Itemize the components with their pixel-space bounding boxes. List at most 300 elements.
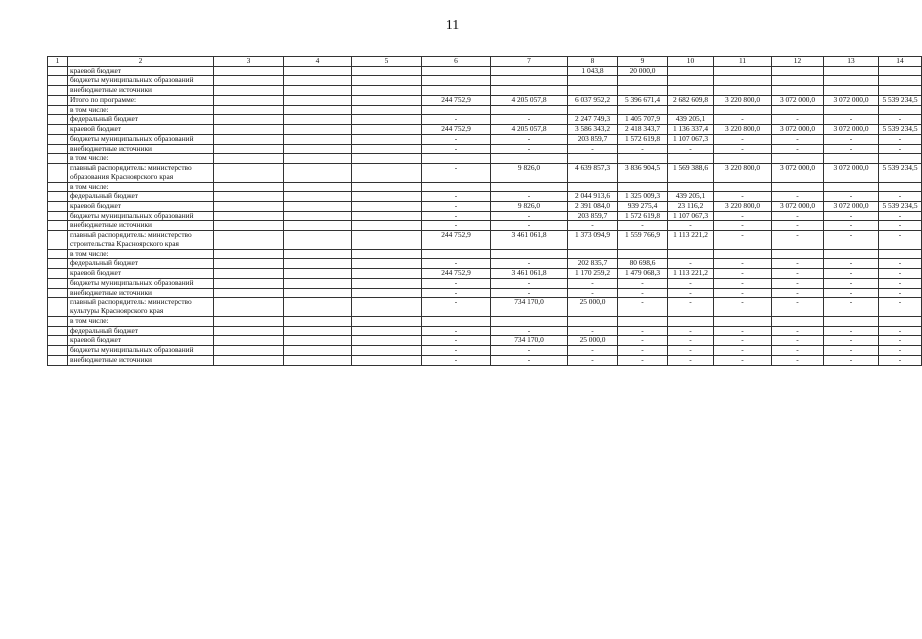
table-cell: 244 752,9 (422, 269, 491, 279)
table-cell: - (772, 115, 824, 125)
table-cell: - (568, 278, 618, 288)
table-cell: - (714, 231, 772, 249)
table-cell: - (668, 298, 714, 316)
table-cell: в том числе: (68, 249, 214, 259)
table-cell: 1 559 766,9 (618, 231, 668, 249)
table-cell (214, 259, 284, 269)
column-header: 13 (824, 57, 879, 67)
table-cell: внебюджетные источники (68, 144, 214, 154)
table-cell (48, 125, 68, 135)
table-row (48, 182, 922, 192)
table-cell (214, 231, 284, 249)
table-cell: - (568, 355, 618, 365)
table-cell: - (422, 336, 491, 346)
table-cell: - (714, 298, 772, 316)
table-cell: - (772, 355, 824, 365)
table-cell: - (491, 355, 568, 365)
table-cell: - (422, 164, 491, 182)
table-cell (214, 76, 284, 86)
table-cell: - (824, 259, 879, 269)
table-cell (284, 202, 352, 212)
table-cell: 3 220 800,0 (714, 202, 772, 212)
table-cell (352, 105, 422, 115)
table-cell: - (772, 134, 824, 144)
table-cell: 20 000,0 (618, 66, 668, 76)
table-cell (214, 144, 284, 154)
table-cell: внебюджетные источники (68, 221, 214, 231)
table-cell: 1 107 067,3 (668, 211, 714, 221)
table-cell (214, 134, 284, 144)
table-cell (824, 86, 879, 96)
table-cell (714, 316, 772, 326)
table-cell: - (824, 192, 879, 202)
table-cell (352, 202, 422, 212)
table-cell: 5 539 234,5 (879, 164, 922, 182)
table-cell (824, 76, 879, 86)
table-cell: 3 072 000,0 (824, 125, 879, 135)
table-cell: - (879, 278, 922, 288)
table-cell (618, 76, 668, 86)
table-cell (352, 66, 422, 76)
table-cell (422, 66, 491, 76)
table-cell: бюджеты муниципальных образований (68, 211, 214, 221)
table-cell (214, 154, 284, 164)
table-cell: - (714, 259, 772, 269)
table-cell: - (824, 355, 879, 365)
table-cell: 3 461 061,8 (491, 269, 568, 279)
table-cell (48, 269, 68, 279)
table-cell (422, 316, 491, 326)
table-cell (48, 316, 68, 326)
table-cell: федеральный бюджет (68, 192, 214, 202)
table-cell (284, 269, 352, 279)
table-cell (352, 336, 422, 346)
table-cell: - (772, 269, 824, 279)
table-cell: - (422, 192, 491, 202)
table-cell: - (824, 269, 879, 279)
table-cell: - (824, 298, 879, 316)
table-cell: внебюджетные источники (68, 288, 214, 298)
table-cell (284, 192, 352, 202)
column-header: 2 (68, 57, 214, 67)
table-cell: - (491, 326, 568, 336)
table-cell: 2 247 749,3 (568, 115, 618, 125)
table-cell: 9 826,0 (491, 164, 568, 182)
table-cell: 9 826,0 (491, 202, 568, 212)
table-cell: - (824, 221, 879, 231)
table-cell: бюджеты муниципальных образований (68, 76, 214, 86)
table-cell: - (824, 231, 879, 249)
table-cell: - (568, 144, 618, 154)
table-cell: - (879, 326, 922, 336)
table-cell (352, 154, 422, 164)
table-cell: - (491, 192, 568, 202)
table-cell (284, 355, 352, 365)
table-cell: - (422, 144, 491, 154)
table-cell: - (422, 211, 491, 221)
table-row (48, 211, 922, 221)
table-cell (284, 231, 352, 249)
table-cell: - (879, 221, 922, 231)
table-cell (352, 221, 422, 231)
table-cell: - (422, 346, 491, 356)
table-cell (491, 86, 568, 96)
table-cell (422, 86, 491, 96)
table-cell: - (772, 288, 824, 298)
table-cell: - (491, 144, 568, 154)
table-cell (824, 66, 879, 76)
table-cell (352, 95, 422, 105)
column-header: 1 (48, 57, 68, 67)
column-header: 4 (284, 57, 352, 67)
table-cell (284, 288, 352, 298)
table-cell (48, 326, 68, 336)
table-row (48, 86, 922, 96)
table-cell (352, 355, 422, 365)
table-cell (352, 115, 422, 125)
table-cell (284, 211, 352, 221)
table-cell (284, 154, 352, 164)
table-cell (568, 86, 618, 96)
table-cell: 23 116,2 (668, 202, 714, 212)
table-cell: 1 405 707,9 (618, 115, 668, 125)
table-cell (284, 144, 352, 154)
table-cell: - (568, 326, 618, 336)
table-cell: - (714, 221, 772, 231)
column-header: 14 (879, 57, 922, 67)
table-cell: - (618, 221, 668, 231)
table-cell: 439 205,1 (668, 192, 714, 202)
table-cell (879, 86, 922, 96)
table-cell: 25 000,0 (568, 298, 618, 316)
table-cell: - (879, 115, 922, 125)
table-cell: бюджеты муниципальных образований (68, 278, 214, 288)
table-cell: Итого по программе: (68, 95, 214, 105)
table-cell: - (618, 346, 668, 356)
column-header: 11 (714, 57, 772, 67)
table-cell: - (491, 288, 568, 298)
table-cell: - (772, 336, 824, 346)
table-cell: 5 539 234,5 (879, 202, 922, 212)
table-cell (352, 269, 422, 279)
table-cell (214, 66, 284, 76)
table-cell (352, 326, 422, 336)
table-cell: - (772, 144, 824, 154)
table-cell: краевой бюджет (68, 336, 214, 346)
header-row (48, 57, 922, 67)
table-cell: - (824, 326, 879, 336)
table-cell (284, 346, 352, 356)
table-cell (352, 278, 422, 288)
table-cell (352, 288, 422, 298)
table-cell (714, 66, 772, 76)
table-cell: краевой бюджет (68, 269, 214, 279)
table-cell: - (772, 211, 824, 221)
table-cell: 5 396 671,4 (618, 95, 668, 105)
table-cell: - (618, 355, 668, 365)
table-cell: главный распорядитель: министерство строительства Красноярского края (68, 231, 214, 249)
table-cell: 3 072 000,0 (772, 125, 824, 135)
table-cell (214, 211, 284, 221)
table-cell: 3 072 000,0 (824, 95, 879, 105)
table-cell: - (422, 298, 491, 316)
table-cell: - (668, 326, 714, 336)
table-cell: - (491, 134, 568, 144)
table-cell: - (618, 278, 668, 288)
table-cell (668, 76, 714, 86)
table-cell (568, 76, 618, 86)
table-cell: - (714, 288, 772, 298)
table-row (48, 355, 922, 365)
table-cell: - (491, 278, 568, 288)
table-cell (48, 192, 68, 202)
table-cell: 25 000,0 (568, 336, 618, 346)
table-cell: бюджеты муниципальных образований (68, 134, 214, 144)
table-cell: 1 043,8 (568, 66, 618, 76)
table-cell: - (491, 115, 568, 125)
table-cell: в том числе: (68, 154, 214, 164)
table-cell: - (879, 298, 922, 316)
table-cell: - (879, 346, 922, 356)
table-cell (422, 76, 491, 86)
table-cell (214, 164, 284, 182)
table-cell (352, 346, 422, 356)
table-row (48, 316, 922, 326)
table-cell: - (879, 192, 922, 202)
table-cell (352, 316, 422, 326)
table-cell: 3 220 800,0 (714, 125, 772, 135)
table-cell (48, 76, 68, 86)
table-cell: 1 325 009,3 (618, 192, 668, 202)
table-cell: 1 136 337,4 (668, 125, 714, 135)
table-cell (48, 355, 68, 365)
table-cell: - (714, 134, 772, 144)
table-cell (284, 105, 352, 115)
table-row (48, 346, 922, 356)
table-cell (48, 86, 68, 96)
table-cell: - (618, 336, 668, 346)
table-cell: 1 170 259,2 (568, 269, 618, 279)
table-cell (284, 164, 352, 182)
table-cell: краевой бюджет (68, 202, 214, 212)
table-row (48, 164, 922, 182)
table-cell: 1 113 221,2 (668, 269, 714, 279)
table-cell (491, 76, 568, 86)
table-cell: 734 170,0 (491, 298, 568, 316)
table-cell: 5 539 234,5 (879, 95, 922, 105)
table-row (48, 125, 922, 135)
table-cell: - (824, 134, 879, 144)
table-cell (352, 298, 422, 316)
table-row (48, 144, 922, 154)
table-cell: - (618, 298, 668, 316)
table-cell (284, 336, 352, 346)
table-cell (668, 66, 714, 76)
table-cell: 80 698,6 (618, 259, 668, 269)
table-cell: - (668, 288, 714, 298)
table-cell (284, 221, 352, 231)
table-cell: - (668, 259, 714, 269)
table-cell: - (422, 326, 491, 336)
table-cell (352, 86, 422, 96)
table-cell (284, 316, 352, 326)
table-cell: - (668, 278, 714, 288)
table-cell (352, 182, 422, 192)
table-cell: 3 586 343,2 (568, 125, 618, 135)
table-cell (214, 336, 284, 346)
table-cell: - (879, 355, 922, 365)
table-cell (491, 316, 568, 326)
table-cell (284, 298, 352, 316)
table-cell (214, 95, 284, 105)
table-cell: - (668, 336, 714, 346)
table-cell: 2 044 913,6 (568, 192, 618, 202)
table-cell: 939 275,4 (618, 202, 668, 212)
column-header: 5 (352, 57, 422, 67)
table-cell (48, 336, 68, 346)
table-cell: 4 205 057,8 (491, 125, 568, 135)
table-cell (352, 211, 422, 221)
table-cell (214, 269, 284, 279)
table-cell (491, 66, 568, 76)
table-cell (48, 144, 68, 154)
table-cell: - (422, 202, 491, 212)
table-cell: в том числе: (68, 182, 214, 192)
table-cell: - (824, 288, 879, 298)
table-cell (284, 134, 352, 144)
table-cell: - (568, 288, 618, 298)
table-cell (48, 202, 68, 212)
table-row (48, 105, 922, 115)
table-cell: - (772, 326, 824, 336)
table-cell (618, 86, 668, 96)
table-cell: - (879, 231, 922, 249)
table-cell: 3 461 061,8 (491, 231, 568, 249)
table-cell (214, 355, 284, 365)
table-cell: 3 072 000,0 (824, 164, 879, 182)
table-cell: 3 072 000,0 (772, 202, 824, 212)
table-cell: - (668, 346, 714, 356)
table-cell: - (879, 259, 922, 269)
table-cell (48, 298, 68, 316)
table-cell: - (714, 269, 772, 279)
table-cell: - (714, 192, 772, 202)
table-row (48, 231, 922, 249)
table-cell (352, 231, 422, 249)
table-cell: федеральный бюджет (68, 259, 214, 269)
table-cell (772, 86, 824, 96)
table-cell (214, 125, 284, 135)
table-cell (352, 125, 422, 135)
table-cell (48, 211, 68, 221)
table-cell: - (491, 221, 568, 231)
budget-table (47, 56, 922, 366)
table-cell: 5 539 234,5 (879, 125, 922, 135)
table-cell (284, 259, 352, 269)
table-cell (668, 86, 714, 96)
table-cell (352, 192, 422, 202)
table-cell: 203 859,7 (568, 211, 618, 221)
table-cell: - (772, 231, 824, 249)
table-cell: - (824, 346, 879, 356)
table-cell (284, 86, 352, 96)
table-cell (48, 115, 68, 125)
table-row (48, 278, 922, 288)
table-cell (284, 182, 352, 192)
table-cell: 3 072 000,0 (824, 202, 879, 212)
table-cell: 4 639 857,3 (568, 164, 618, 182)
table-cell: 1 373 094,9 (568, 231, 618, 249)
table-cell: 244 752,9 (422, 125, 491, 135)
table-cell: - (714, 115, 772, 125)
table-cell: - (714, 355, 772, 365)
table-cell (284, 125, 352, 135)
table-cell: краевой бюджет (68, 66, 214, 76)
table-cell: 3 072 000,0 (772, 95, 824, 105)
table-cell: - (714, 346, 772, 356)
table-cell: - (422, 259, 491, 269)
table-cell: - (668, 221, 714, 231)
table-cell: - (668, 355, 714, 365)
table-cell: 1 572 619,8 (618, 134, 668, 144)
table-cell (48, 259, 68, 269)
table-cell: - (772, 221, 824, 231)
table-cell: 4 205 057,8 (491, 95, 568, 105)
table-cell: 1 107 067,3 (668, 134, 714, 144)
column-header: 12 (772, 57, 824, 67)
table-cell (352, 134, 422, 144)
table-cell: - (879, 336, 922, 346)
column-header: 8 (568, 57, 618, 67)
table-cell (214, 278, 284, 288)
table-row (48, 202, 922, 212)
table-cell: главный распорядитель: министерство образования Красноярского края (68, 164, 214, 182)
table-cell (48, 95, 68, 105)
table-cell (48, 249, 68, 259)
table-cell (714, 76, 772, 86)
table-cell: - (824, 144, 879, 154)
table-cell: - (714, 211, 772, 221)
table-cell (214, 202, 284, 212)
table-cell (714, 86, 772, 96)
table-cell: - (879, 211, 922, 221)
table-cell (48, 346, 68, 356)
table-cell (48, 164, 68, 182)
table-cell: 1 569 388,6 (668, 164, 714, 182)
table-cell (214, 115, 284, 125)
table-cell: 3 072 000,0 (772, 164, 824, 182)
table-cell: - (879, 269, 922, 279)
table-cell (214, 86, 284, 96)
table-cell (48, 231, 68, 249)
table-cell (284, 95, 352, 105)
table-cell: 1 572 619,8 (618, 211, 668, 221)
table-cell (214, 288, 284, 298)
table-cell (618, 316, 668, 326)
table-cell: 244 752,9 (422, 95, 491, 105)
table-row (48, 269, 922, 279)
table-cell: в том числе: (68, 105, 214, 115)
table-cell (214, 298, 284, 316)
table-cell (879, 76, 922, 86)
table-cell (214, 221, 284, 231)
table-cell (352, 164, 422, 182)
table-cell: - (422, 288, 491, 298)
table-cell (772, 66, 824, 76)
table-cell: - (772, 298, 824, 316)
table-cell: - (772, 259, 824, 269)
table-cell: - (824, 336, 879, 346)
